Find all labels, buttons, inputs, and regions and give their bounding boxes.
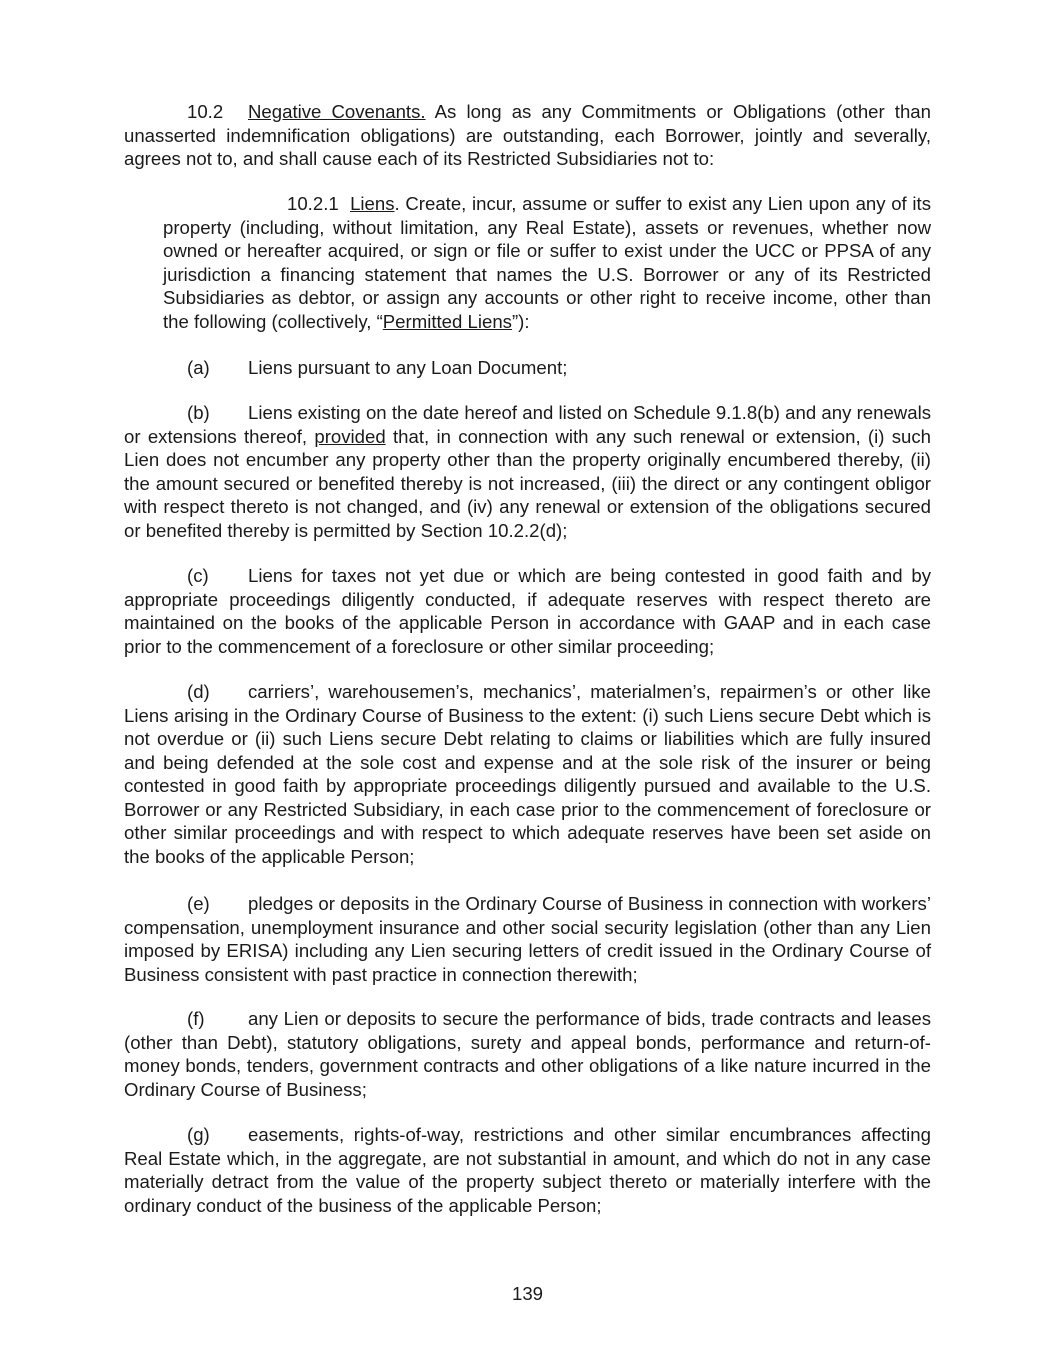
section-10-2 (124, 100, 931, 171)
subsection-text-end: ”): (511, 310, 530, 332)
subsection-title: Liens (350, 193, 395, 214)
item-text: carriers’, warehousemen’s, mechanics’, materialmen’s, repairmen’s or other like Liens arising in the Ordinary Course of Business to the extent: (i) such Liens secure Debt which is not overdue or (ii) such Liens secure Debt relating to claims or liabilities which are fully insured and being defended at the sole cost and expense and at the sole risk of the insurer or being contested in good faith by appropriate proceedings diligently pursued and available to the U.S. Borrower or any Restricted Subsidiary, in each case prior to the commencement of foreclosure or other similar proceedings and with respect to which adequate reserves have been set aside on the books of the applicable Person; (124, 681, 931, 867)
section-text: As long as any Commitments or Obligations (other than unasserted indemnification obligations) are outstanding, each Borrower, jointly and severally, agrees not to, and shall cause each of its Restricted Subsidiaries not to: (124, 101, 931, 169)
list-item-d (124, 680, 931, 868)
provided-term: provided (314, 425, 386, 447)
item-text: Liens for taxes not yet due or which are being contested in good faith and by appropriate proceedings diligently conducted, if adequate reserves with respect thereto are maintained on the books of the applicable Person in accordance with GAAP and in each case prior to the commencement of a foreclosure or other similar proceeding; (124, 565, 931, 657)
page-number: 139 (511, 1283, 544, 1304)
list-item-f (124, 1007, 931, 1101)
item-label: (e) (187, 893, 210, 914)
list-item-e (124, 892, 931, 986)
item-label: (d) (187, 681, 210, 702)
item-text: Liens existing on the date hereof and listed on Schedule 9.1.8(b) and any renewals or extensions thereof, (124, 402, 931, 447)
subsection-number: 10.2.1 (287, 193, 339, 214)
list-item-a (187, 356, 567, 380)
item-text: pledges or deposits in the Ordinary Course of Business in connection with workers’ compensation, unemployment insurance and other social security legislation (other than any Lien imposed by ERISA) including any Lien securing letters of credit issued in the Ordinary Course of Business consistent with past practice in connection therewith; (124, 893, 931, 985)
item-text: easements, rights-of-way, restrictions and other similar encumbrances affecting Real Estate which, in the aggregate, are not substantial in amount, and which do not in any case materially detract from the value of the property subject thereto or materially interfere with the ordinary conduct of the business of the applicable Person; (124, 1124, 931, 1216)
section-title: Negative Covenants. (248, 101, 426, 122)
section-number: 10.2 (187, 101, 224, 122)
item-label: (a) (187, 357, 210, 378)
list-item-g (124, 1123, 931, 1217)
defined-term: Permitted Liens (382, 310, 512, 332)
item-text: any Lien or deposits to secure the performance of bids, trade contracts and leases (other than Debt), statutory obligations, surety and appeal bonds, performance and return-of-money bonds, tenders, government contracts and other obligations of a like nature incurred in the Ordinary Course of Business; (124, 1008, 931, 1100)
subsection-10-2-1 (163, 192, 931, 333)
item-text: Liens pursuant to any Loan Document; (248, 357, 568, 378)
item-label: (b) (187, 402, 210, 423)
item-label: (g) (187, 1124, 210, 1145)
list-item-b (124, 401, 931, 542)
item-text-end: that, in connection with any such renewal or extension, (i) such Lien does not encumber any property other than the property originally encumbered thereby, (ii) the amount secured or benefited thereby is not increased, (iii) the direct or any contingent obligor with respect thereto is not changed, and (iv) any renewal or extension of the obligations secured or benefited thereby is permitted by Section 10.2.2(d); (124, 425, 931, 541)
item-label: (f) (187, 1008, 205, 1029)
subsection-text: . Create, incur, assume or suffer to exist any Lien upon any of its property (including, without limitation, any Real Estate), assets or revenues, whether now owned or hereafter acquired, or sign or file or suffer to exist under the UCC or PPSA of any jurisdiction a financing statement that names the U.S. Borrower or any of its Restricted Subsidiaries as debtor, or assign any accounts or other right to receive income, other than the following (collectively, “ (163, 193, 931, 332)
item-label: (c) (187, 565, 209, 586)
list-item-c (124, 564, 931, 658)
